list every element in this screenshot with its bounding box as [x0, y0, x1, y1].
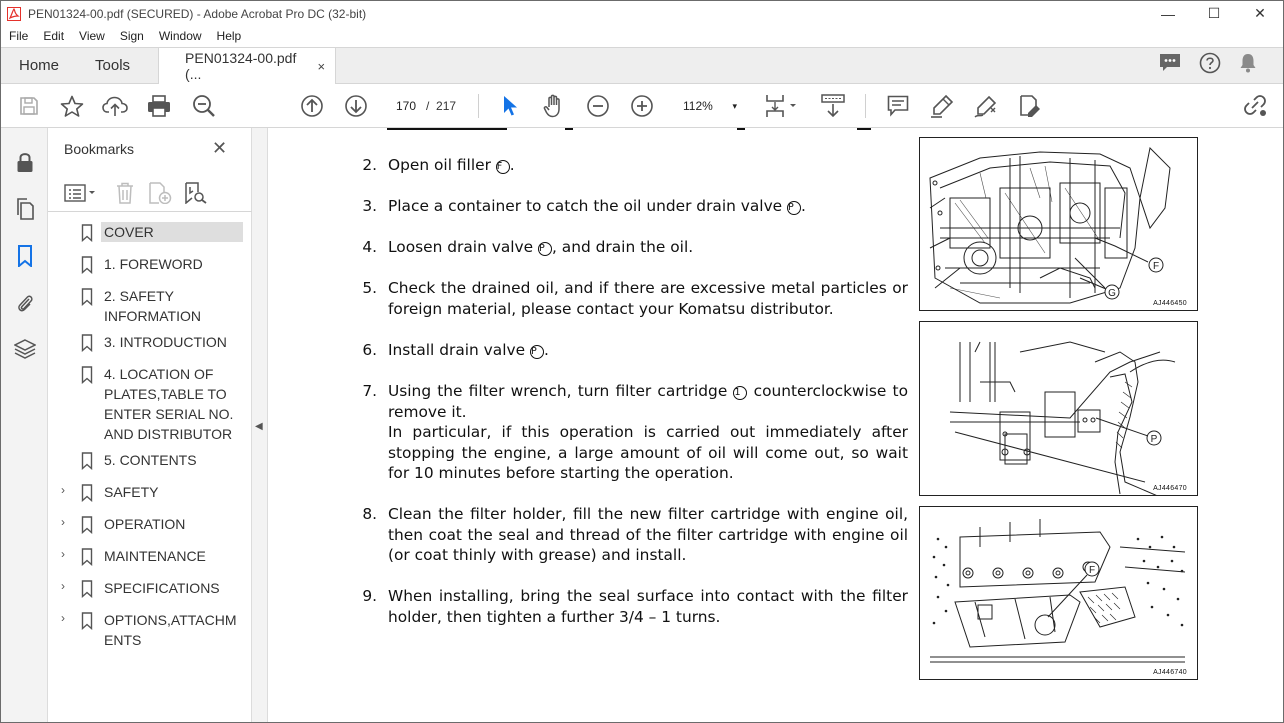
step-text-part: counterclockwise to remove it.: [388, 382, 908, 421]
bookmark-label: 3. INTRODUCTION: [104, 334, 227, 350]
step-text: [388, 340, 908, 361]
tab-bar-right: [1159, 48, 1283, 83]
menu-file[interactable]: File: [9, 29, 29, 43]
main-toolbar: [1, 84, 1283, 128]
bookmark-label: SAFETY: [104, 484, 159, 500]
step-text: [388, 237, 908, 258]
tab-document-label: PEN01324-00.pdf (...: [185, 50, 297, 82]
zoom-level-value: 112%: [683, 99, 713, 113]
delete-bookmark-icon[interactable]: [115, 180, 135, 206]
page-display-icon[interactable]: [763, 84, 801, 128]
bookmark-icon: [81, 224, 93, 245]
filter-cartridge-illustration: [920, 507, 1197, 679]
bookmark-item[interactable]: [48, 578, 252, 598]
title-bar: [1, 1, 1283, 26]
chevron-right-icon[interactable]: ›: [61, 611, 65, 625]
window-title: PEN01324-00.pdf (SECURED) - Adobe Acrobat Pro DC (32-bit): [28, 6, 367, 21]
step-number: 5.: [362, 279, 377, 297]
bookmark-icon: [81, 484, 93, 505]
hand-tool-icon[interactable]: [541, 84, 567, 128]
bookmark-icon: [81, 580, 93, 601]
print-icon[interactable]: [146, 84, 172, 128]
bookmark-icon: [81, 452, 93, 473]
step-text-part: .: [801, 197, 806, 215]
callout-marker: F: [496, 160, 510, 174]
callout-marker: P: [538, 242, 552, 256]
step-number: 9.: [362, 587, 377, 605]
notification-bell-icon[interactable]: [1239, 53, 1257, 78]
close-window-button[interactable]: ✕: [1254, 5, 1266, 21]
bookmark-icon: [81, 334, 93, 355]
chevron-right-icon[interactable]: ›: [61, 547, 65, 561]
tab-document[interactable]: [158, 48, 336, 84]
layers-icon[interactable]: [13, 337, 37, 361]
attachment-paperclip-icon[interactable]: [13, 290, 37, 314]
step-text-part: When installing, bring the seal surface into contact with the filter holder, then tighten a further 3/4 – 1 turns.: [388, 587, 908, 626]
tab-home[interactable]: Home: [19, 57, 60, 74]
zoom-level-dropdown[interactable]: [673, 95, 745, 117]
edit-pdf-icon[interactable]: [1017, 84, 1043, 128]
bookmark-item[interactable]: [48, 332, 252, 352]
bookmark-label: 2. SAFETY INFORMATION: [104, 288, 201, 324]
bookmark-panel-icon[interactable]: [13, 244, 37, 268]
next-page-icon[interactable]: [343, 84, 369, 128]
zoom-search-icon[interactable]: [191, 84, 217, 128]
bookmark-item[interactable]: [48, 222, 252, 242]
bookmark-icon: [81, 366, 93, 387]
new-bookmark-icon[interactable]: [148, 180, 172, 206]
tab-close-button[interactable]: ×: [317, 58, 326, 74]
step-text-part: .: [543, 341, 549, 359]
bookmark-label: 4. LOCATION OF PLATES,TABLE TO ENTER SERIAL NO. AND DISTRIBUTOR: [104, 366, 234, 442]
step-number: 4.: [362, 238, 377, 256]
step-text: [388, 155, 908, 176]
step-text-part: Using the filter wrench, turn filter cartridge: [388, 382, 734, 400]
menu-edit[interactable]: Edit: [43, 29, 65, 43]
highlight-pen-icon[interactable]: [929, 84, 955, 128]
figure-code: AJ446470: [1153, 485, 1187, 492]
help-icon[interactable]: [1199, 52, 1221, 79]
step-text-part: Open oil filler: [388, 156, 496, 174]
page-number-input[interactable]: 170: [386, 95, 426, 117]
menu-sign[interactable]: Sign: [119, 29, 144, 43]
step-text: [388, 586, 908, 627]
chevron-right-icon[interactable]: ›: [61, 483, 65, 497]
figure-drain-valve: [919, 321, 1198, 496]
bookmark-label: OPERATION: [104, 516, 186, 532]
zoom-in-icon[interactable]: [629, 84, 655, 128]
lock-icon[interactable]: [13, 150, 37, 174]
callout-marker: P: [787, 201, 801, 215]
zoom-out-icon[interactable]: [585, 84, 611, 128]
bookmark-icon: [81, 256, 93, 277]
menu-bar: [1, 26, 1283, 47]
callout-label: F: [1088, 565, 1096, 576]
bookmark-item[interactable]: [48, 450, 252, 470]
callout-label: F: [1152, 261, 1160, 272]
step-text: [388, 278, 908, 319]
step-number: 8.: [362, 505, 377, 523]
collapse-panel-icon[interactable]: ◀: [255, 421, 263, 432]
step-text-part: Loosen drain valve: [388, 238, 539, 256]
select-cursor-icon[interactable]: [499, 84, 521, 128]
step-text: [388, 196, 908, 217]
bookmark-label: SPECIFICATIONS: [104, 580, 220, 596]
step-note: In particular, if this operation is carried out immediately after stopping the engine, a large amount of oil will come out, so wait for 10 minutes before starting the operation.: [388, 423, 908, 483]
step-number: 7.: [362, 382, 377, 400]
bookmarks-panel: [48, 128, 252, 723]
bookmark-icon: [81, 288, 93, 309]
scrolling-mode-icon[interactable]: [819, 84, 847, 128]
figure-engine-top: [919, 137, 1198, 311]
page-count: / 217: [426, 99, 457, 113]
step-number: 2.: [362, 156, 377, 174]
menu-view[interactable]: View: [79, 29, 105, 43]
bookmark-options-icon[interactable]: [64, 180, 98, 206]
chevron-down-icon: ▾: [732, 101, 737, 111]
bookmark-item[interactable]: [48, 610, 252, 650]
star-icon[interactable]: [59, 84, 85, 128]
callout-marker: P: [530, 345, 544, 359]
minimize-button[interactable]: —: [1161, 5, 1175, 22]
chevron-right-icon[interactable]: ›: [61, 515, 65, 529]
bookmark-item[interactable]: [48, 364, 252, 444]
step-text: [388, 381, 908, 484]
bookmark-item[interactable]: [48, 546, 252, 566]
find-bookmark-icon[interactable]: [184, 180, 208, 206]
step-text-part: Check the drained oil, and if there are excessive metal particles or foreign material, please contact your Komatsu distributor.: [388, 279, 908, 318]
acrobat-logo-icon: [6, 6, 22, 22]
bookmark-item[interactable]: [48, 514, 252, 534]
bookmark-label: OPTIONS,ATTACHMENTS: [104, 612, 237, 648]
step-text-part: Place a container to catch the oil under drain valve: [388, 197, 788, 215]
bookmark-icon: [81, 612, 93, 633]
callout-label: G: [1108, 288, 1116, 299]
bookmark-label: 1. FOREWORD: [104, 256, 203, 272]
bookmarks-panel-title: Bookmarks: [64, 141, 135, 157]
menu-window[interactable]: Window: [158, 29, 202, 43]
document-view[interactable]: [269, 128, 1284, 723]
figure-code: AJ446740: [1153, 669, 1187, 676]
bookmark-label: 5. CONTENTS: [104, 452, 197, 468]
bookmark-icon: [81, 516, 93, 537]
restore-button[interactable]: ☐: [1207, 5, 1221, 21]
chevron-right-icon[interactable]: ›: [61, 579, 65, 593]
previous-page-icon[interactable]: [299, 84, 325, 128]
bookmark-label: COVER: [101, 222, 243, 242]
bookmarks-toolbar: [48, 174, 252, 212]
step-text: [388, 504, 908, 566]
figure-filter-cartridge: [919, 506, 1198, 680]
comment-bubble-icon[interactable]: [1159, 53, 1181, 78]
callout-marker: 1: [733, 386, 747, 400]
tab-tools[interactable]: Tools: [95, 57, 131, 74]
comment-icon[interactable]: [885, 84, 911, 128]
engine-illustration: [920, 138, 1197, 310]
callout-label: P: [1150, 434, 1158, 445]
panel-splitter[interactable]: [252, 128, 268, 723]
tab-bar: [1, 47, 1283, 84]
bookmark-icon: [81, 548, 93, 569]
step-text-part: Install drain valve: [388, 341, 530, 359]
pages-thumbnail-icon[interactable]: [13, 197, 37, 221]
navigation-rail: [1, 128, 48, 723]
share-link-icon[interactable]: [1241, 84, 1269, 128]
drain-valve-illustration: [920, 322, 1197, 495]
menu-help[interactable]: Help: [216, 29, 242, 43]
step-number: 6.: [362, 341, 377, 359]
save-icon[interactable]: [17, 84, 41, 128]
bookmark-item[interactable]: [48, 482, 252, 502]
bookmark-label: MAINTENANCE: [104, 548, 206, 564]
bookmark-item[interactable]: [48, 286, 252, 326]
step-text-part: .: [509, 156, 515, 174]
close-panel-icon[interactable]: ✕: [212, 138, 228, 158]
clipped-previous-line: [387, 128, 877, 132]
step-number: 3.: [362, 197, 377, 215]
step-text-part: , and drain the oil.: [552, 238, 694, 256]
step-text-part: Clean the filter holder, fill the new filter cartridge with engine oil, then coat the seal and thread of the filter cartridge with engine oil (or coat thinly with grease) and install.: [388, 505, 908, 565]
draw-sign-icon[interactable]: [973, 84, 999, 128]
figure-code: AJ446450: [1153, 300, 1187, 307]
bookmark-item[interactable]: [48, 254, 252, 274]
upload-cloud-icon[interactable]: [102, 84, 128, 128]
